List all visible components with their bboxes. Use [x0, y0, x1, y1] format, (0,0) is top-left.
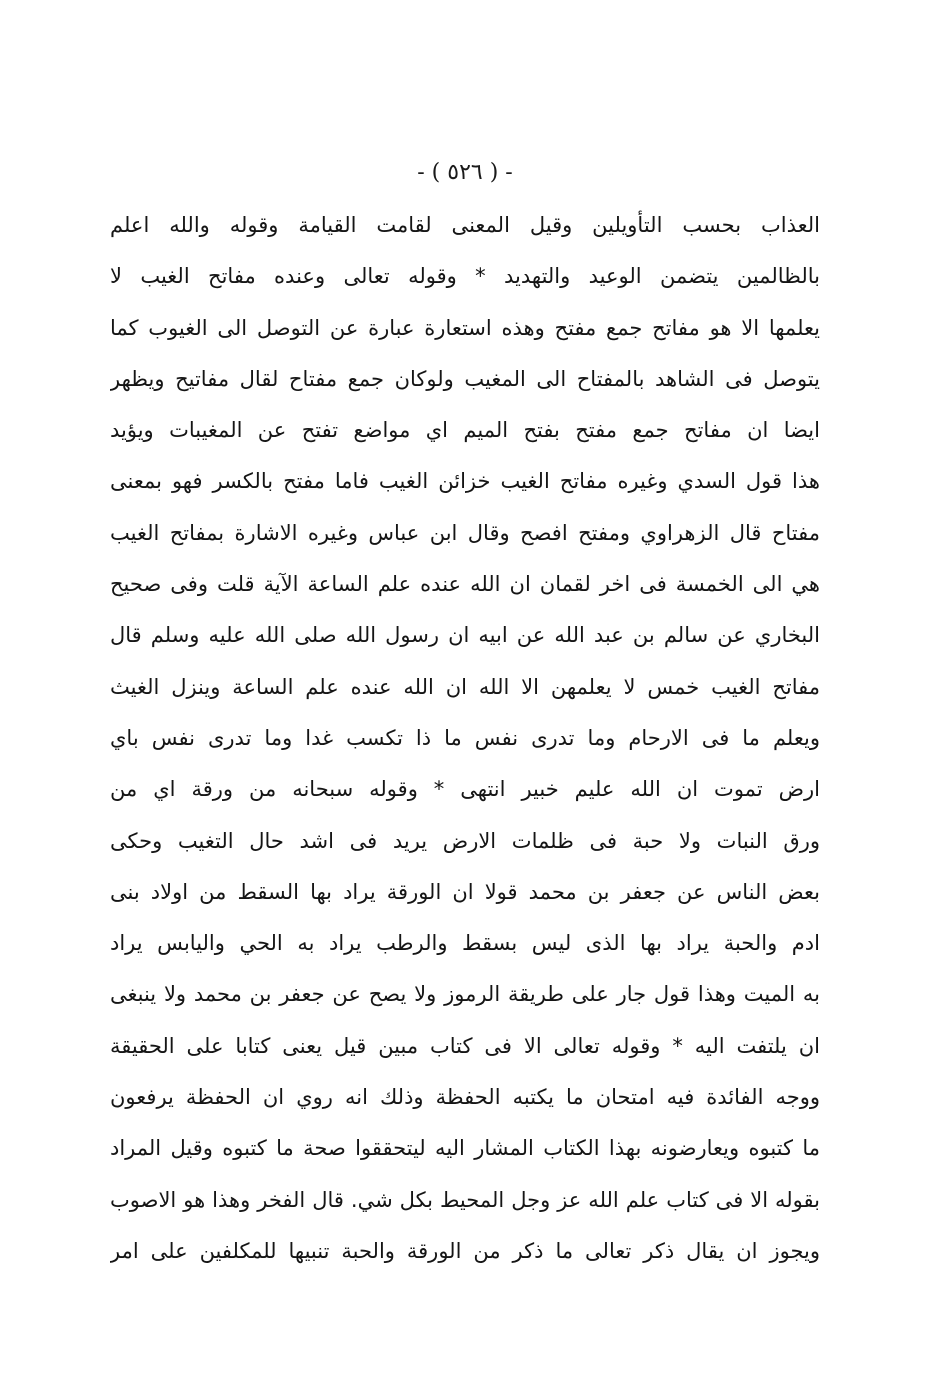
text-line: ورق النبات ولا حبة فى ظلمات الارض يريد فى اشد حال التغيب وحكى — [110, 828, 820, 853]
text-line: ارض تموت ان الله عليم خبير انتهى * وقوله سبحانه من ورقة اي من — [110, 777, 820, 802]
text-line: ويجوز ان يقال ذكر تعالى ما ذكر من الورقة والحبة تنبيها للمكلفين على امر — [110, 1238, 820, 1263]
text-line: ادم والحبة يراد بها الذى ليس بسقط والرطب يراد به الحي واليابس يراد — [110, 931, 820, 956]
text-line: به الميت وهذا قول جار على طريقة الرموز ولا يصح عن جعفر بن محمد ولا ينبغى — [110, 982, 820, 1007]
text-line: مفتاح قال الزهراوي ومفتح افصح وقال ابن عباس وغيره الاشارة بمفاتح الغيب — [110, 520, 820, 545]
text-line: العذاب بحسب التأويلين وقيل المعنى لقامت القيامة وقوله والله اعلم — [110, 213, 820, 237]
text-line: ان يلتفت اليه * وقوله تعالى الا فى كتاب مبين قيل يعنى كتابا على الحقيقة — [110, 1033, 820, 1058]
text-line: يعلمها الا هو مفاتح جمع مفتح وهذه استعارة عبارة عن التوصل الى الغيوب كما — [110, 315, 820, 340]
text-line: ما كتبوه ويعارضونه بهذا الكتاب المشار اليه ليتحققوا صحة ما كتبوه وقيل المراد — [110, 1136, 820, 1161]
text-line: مفاتح الغيب خمس لا يعلمهن الا الله ان الله عنده علم الساعة وينزل الغيث — [110, 674, 820, 699]
text-line: بقوله الا فى كتاب علم الله عز وجل المحيط بكل شي. قال الفخر وهذا هو الاصوب — [110, 1187, 820, 1212]
text-line: يتوصل فى الشاهد بالمفتاح الى المغيب ولوكان جمع مفتاح لقال مفاتيح ويظهر — [110, 366, 820, 391]
text-line: ويعلم ما فى الارحام وما تدرى نفس ما ذا تكسب غدا وما تدرى نفس باي — [110, 725, 820, 750]
text-line: البخاري عن سالم بن عبد الله عن ابيه ان رسول الله صلى الله عليه وسلم قال — [110, 623, 820, 648]
text-line: بعض الناس عن جعفر بن محمد قولا ان الورقة يراد بها السقط من اولاد بنى — [110, 879, 820, 904]
body-text — [110, 200, 820, 1277]
text-line: ووجه الفائدة فيه امتحان ما يكتبه الحفظة وذلك انه روي ان الحفظة يرفعون — [110, 1085, 820, 1110]
text-line: هي الى الخمسة فى اخر لقمان ان الله عنده علم الساعة الآية قلت وفى صحيح — [110, 572, 820, 597]
text-line: بالظالمين يتضمن الوعيد والتهديد * وقوله تعالى وعنده مفاتح الغيب لا — [110, 264, 820, 289]
text-line: هذا قول السدي وغيره مفاتح الغيب خزائن الغيب فاما مفتح بالكسر فهو بمعنى — [110, 469, 820, 494]
text-line: ايضا ان مفاتح جمع مفتح بفتح الميم اي مواضع تفتح عن المغيبات ويؤيد — [110, 418, 820, 443]
page-number: - ( ٥٢٦ ) - — [417, 160, 513, 185]
